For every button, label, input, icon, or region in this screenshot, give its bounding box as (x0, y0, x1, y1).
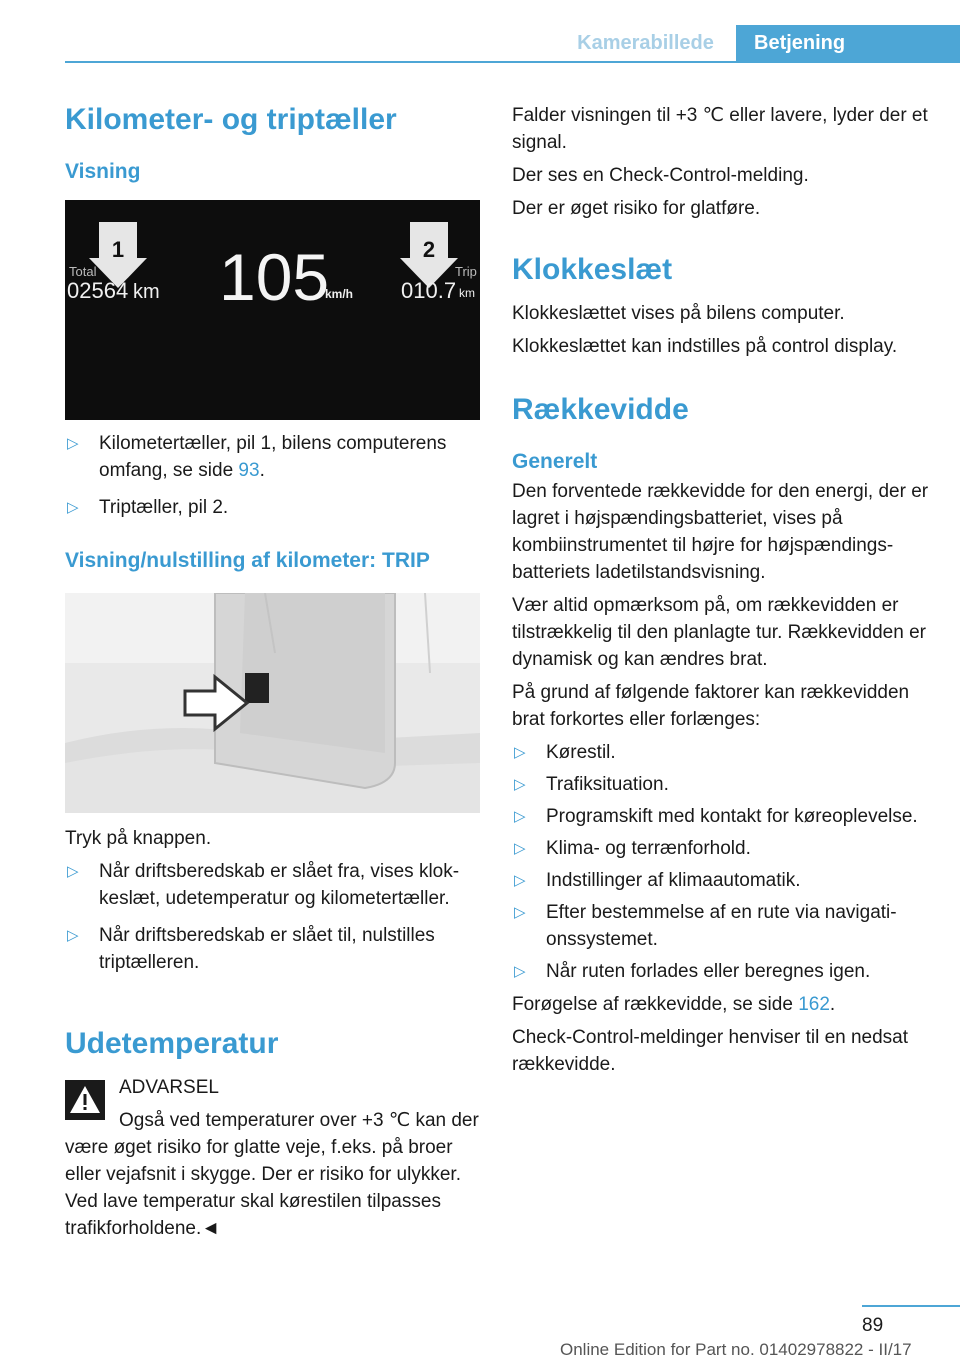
bullet-list-reset (65, 858, 480, 976)
heading-udetemperatur: Udetemperatur (65, 1027, 279, 1060)
arrow-1-label: 1 (111, 237, 125, 262)
triangle-bullet-icon: ▷ (514, 872, 526, 889)
heading-reset-trip: Visning/nulstilling af kilometer: TRIP (65, 549, 430, 572)
triangle-bullet-icon: ▷ (514, 808, 526, 825)
edition-note: Online Edition for Part no. 01402978822 - II/17 (560, 1340, 912, 1359)
speed-value: 105 (219, 240, 330, 314)
page-link-162[interactable]: 162 (798, 994, 830, 1015)
heading-visning: Visning (65, 160, 141, 183)
arrow-2-label: 2 (422, 237, 436, 262)
list-item: ▷ Når driftsberedskab er slået fra, vises klokkeslæt, udetemperatur og kilometertæller. (65, 858, 480, 912)
triangle-bullet-icon: ▷ (514, 904, 526, 921)
list-item: ▷ Kørestil. (512, 739, 932, 766)
press-button-text: Tryk på knappen. (65, 828, 212, 849)
factor-list (512, 739, 932, 985)
heading-raekkevidde: Rækkevidde (512, 393, 689, 426)
warning-title: ADVARSEL (119, 1077, 219, 1098)
trip-value: 010.7 (401, 278, 457, 303)
speed-unit: km/h (325, 287, 354, 301)
bullet-list-visning (65, 430, 480, 521)
triangle-bullet-icon: ▷ (514, 963, 526, 980)
trip-unit: km (459, 286, 475, 300)
range-text-1: Den forventede rækkevidde for den energi, der er lagret i højspændingsbatteriet, vises på kombiinstrumentet til højre for højspændingsbatteriets ladetilstandsvisning. (512, 481, 929, 583)
triangle-bullet-icon: ▷ (67, 499, 79, 516)
check-control-text: Der ses en Check-Control-melding. (512, 165, 809, 186)
list-item: ▷ Når ruten forlades eller beregnes igen. (512, 958, 932, 985)
triangle-bullet-icon: ▷ (514, 744, 526, 761)
dashboard-image (65, 200, 480, 420)
check-control-range-text: Check-Control-meldinger henviser til en nedsat rækkevidde. (512, 1027, 909, 1075)
heading-km-trip: Kilometer- og triptæller (65, 103, 397, 136)
triangle-bullet-icon: ▷ (67, 927, 79, 944)
left-column (65, 100, 480, 1242)
slippery-risk-text: Der er øget risiko for glatføre. (512, 198, 761, 219)
clock-text-1: Klokkeslættet vises på bilens computer. (512, 303, 845, 324)
dashboard-illustration (65, 200, 480, 420)
trip-label: Trip (455, 264, 477, 279)
warning-block (65, 1074, 480, 1101)
total-label: Total (69, 264, 97, 279)
trip-button-illustration (65, 593, 480, 813)
tab-kamerabillede[interactable]: Kamerabillede (577, 32, 714, 54)
total-unit: km (133, 281, 160, 303)
right-column (512, 100, 932, 1078)
range-text-2: Vær altid opmærksom på, om rækkevidden er tilstrækkelig til den planlagte tur. Rækkevidden er dynamisk og kan ændres brat. (512, 595, 926, 670)
list-item: ▷ Indstillinger af klimaautomatik. (512, 867, 932, 894)
list-item: ▷ Kilometertæller, pil 1, bilens computerens omfang, se side 93. (65, 430, 480, 484)
range-text-3: På grund af følgende faktorer kan rækkevidden brat forkortes eller forlænges: (512, 682, 910, 730)
list-item: ▷ Programskift med kontakt for køreoplevelse. (512, 803, 932, 830)
triangle-bullet-icon: ▷ (514, 776, 526, 793)
page-link-93[interactable]: 93 (238, 460, 260, 481)
triangle-bullet-icon: ▷ (67, 863, 79, 880)
triangle-bullet-icon: ▷ (67, 435, 79, 452)
tab-betjening[interactable]: Betjening (736, 25, 960, 62)
footer-rule (862, 1305, 960, 1307)
temp-signal-text: Falder visningen til +3 ℃ eller lavere, lyder der et signal. (512, 105, 928, 153)
page-number: 89 (862, 1315, 884, 1336)
clock-text-2: Klokkeslættet kan indstilles på control display. (512, 336, 898, 357)
header-tabs (0, 25, 960, 62)
list-item: ▷ Når driftsberedskab er slået til, nulstilles triptælleren. (65, 922, 480, 976)
list-item: ▷ Trafiksituation. (512, 771, 932, 798)
warning-triangle-icon (65, 1080, 105, 1120)
range-increase-text: Forøgelse af rækkevidde, se side 162. (512, 994, 836, 1015)
heading-generelt: Generelt (512, 450, 598, 473)
list-item: ▷ Efter bestemmelse af en rute via navigationssystemet. (512, 899, 932, 953)
list-item: ▷ Triptæller, pil 2. (65, 494, 480, 521)
total-value: 02564 (67, 278, 129, 303)
list-item: ▷ Klima- og terrænforhold. (512, 835, 932, 862)
warning-text: Også ved temperaturer over +3 ℃ kan der være øget risiko for glatte veje, f.eks. på broer eller vejafsnit i skygge. Der er risiko for ulykker. Ved lave temperatur skal kørestilen tilpasses trafikforholdene.◄ (65, 1110, 479, 1239)
triangle-bullet-icon: ▷ (514, 840, 526, 857)
heading-klokkeslaet: Klokkeslæt (512, 253, 673, 286)
header-rule (65, 61, 960, 63)
trip-button-image (65, 593, 480, 813)
